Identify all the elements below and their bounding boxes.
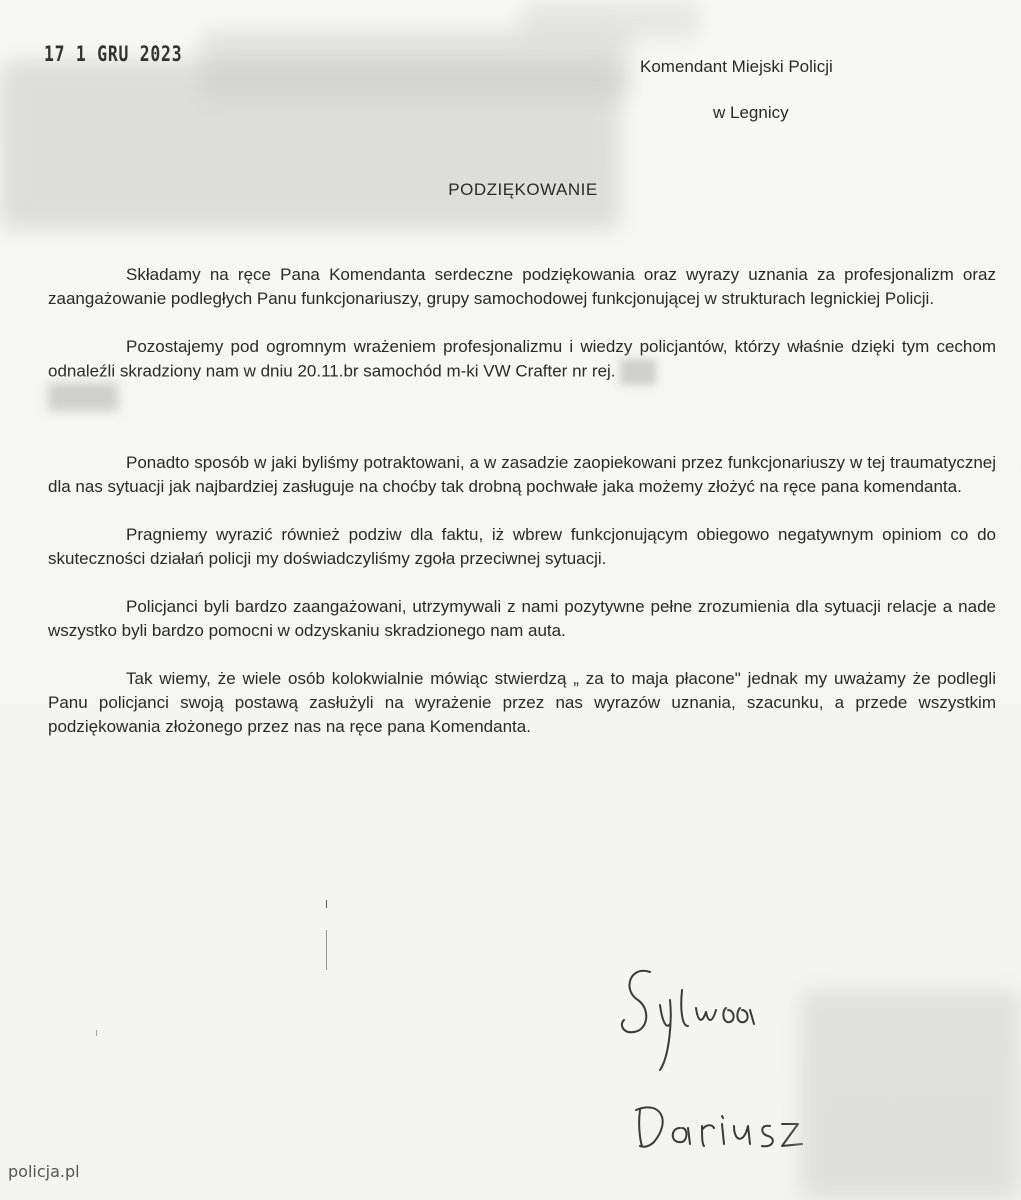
paragraph-4: Pragniemy wyrazić również podziw dla faktu, iż wbrew funkcjonującym obiegowo negatywnym opiniom co do skuteczności działań policji my doświadczyliśmy zgoła przeciwnej sytuacji. [48, 525, 996, 568]
redacted-plate-number-cont [48, 383, 118, 411]
redacted-header-strip [200, 30, 630, 100]
scan-mark [96, 1030, 97, 1036]
paragraph-2 [48, 335, 996, 411]
redacted-signature-area [800, 990, 1021, 1200]
redacted-header-right [520, 0, 700, 40]
redacted-plate-number [620, 359, 656, 385]
scan-mark [326, 900, 327, 908]
signature-sylwia [622, 971, 650, 1032]
watermark-policja: policja.pl [8, 1162, 80, 1181]
paragraph-1: Składamy na ręce Pana Komendanta serdeczne podziękowania oraz wyrazy uznania za profesjonalizm oraz zaangażowanie podległych Panu funkcjonariuszy, grupy samochodowej funkcjonującej w strukturach legnickiej Policji. [48, 265, 996, 308]
letter-body [48, 263, 996, 763]
signature-dariusz [636, 1107, 663, 1146]
recipient-line-2: w Legnicy [713, 103, 789, 122]
paragraph-3: Ponadto sposób w jaki byliśmy potraktowani, a w zasadzie zaopiekowani przez funkcjonariuszy w tej traumatycznej dla nas sytuacji jak najbardziej zasługuje na choćby tak drobną pochwałe jaka możemy złożyć na ręce pana komendanta. [48, 453, 996, 496]
paragraph-6: Tak wiemy, że wiele osób kolokwialnie mówiąc stwierdzą „ za to maja płacone" jednak my uważamy że podlegli Panu policjanci swoją postawą zasłużyli na wyrażenie przez nas wyrazów uznania, szacunku, a przede wszystkim podziękowania złożonego przez nas na ręce pana Komendanta. [48, 669, 996, 736]
paragraph-2-text: Pozostajemy pod ogromnym wrażeniem profesjonalizmu i wiedzy policjantów, którzy właśnie dzięki tym cechom odnaleźli skradziony nam w dniu 20.11.br samochód m-ki VW Crafter nr rej. [48, 337, 996, 381]
recipient-line-1: Komendant Miejski Policji [640, 57, 833, 76]
letter-title: PODZIĘKOWANIE [448, 180, 598, 199]
received-date-stamp: 17 1 GRU 2023 [44, 42, 183, 66]
recipient-address [640, 44, 833, 136]
paragraph-5: Policjanci byli bardzo zaangażowani, utrzymywali z nami pozytywne pełne zrozumienia dla sytuacji relacje a nade wszystko byli bardzo pomocni w odzyskaniu skradzionego nam auta. [48, 597, 996, 640]
scan-mark [326, 930, 327, 970]
